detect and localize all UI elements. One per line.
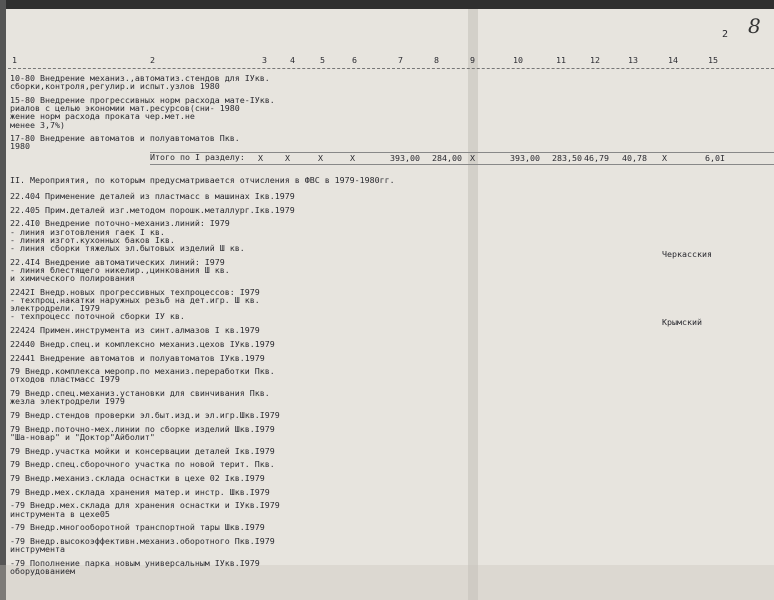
section2-row-text-line: 22440 Внедр.спец.и комплексно механиз.цехов IУкв.1979	[10, 338, 275, 349]
total-cell: 283,50	[552, 153, 582, 163]
section2-row-text-line: жезла электродрели I979	[10, 396, 125, 407]
column-number-8: 8	[434, 55, 439, 65]
total-label: Итого по I разделу:	[150, 152, 245, 162]
total-cell: X	[662, 153, 667, 163]
total-cell: 393,00	[390, 153, 420, 163]
section2-row-text-line: 79 Внедр.участка мойки и консервации деталей Iкв.I979	[10, 445, 275, 456]
total-cell: X	[318, 153, 323, 163]
section2-row-text-line: оборудованием	[10, 566, 75, 577]
section2-row-text-line: инструмента в цехе05	[10, 508, 110, 519]
section2-row-text-line: -79 Внедр.мех.склада для хранения оснастки и IУкв.I979	[10, 500, 280, 511]
section1-row-text-line: риалов с целью экономии мат.ресурсов(сни- 1980	[10, 103, 240, 114]
section2-row-text-line: 79 Внедр.комплекса меропр.по механиз.переработки Пкв.	[10, 366, 275, 377]
column-number-1: 1	[12, 55, 17, 65]
paper-bottom-shade	[0, 565, 774, 600]
section2-row-text-line: "Ша-новар" и "Доктор"Айболит"	[10, 431, 155, 442]
section2-row-text-line: 79 Внедр.спец.механиз.установки для свинчивания Пкв.	[10, 388, 270, 399]
total-cell: X	[258, 153, 263, 163]
handwritten-page-number: 8	[748, 14, 761, 38]
column-number-3: 3	[262, 55, 267, 65]
column-number-2: 2	[150, 55, 155, 65]
column-number-4: 4	[290, 55, 295, 65]
section2-row-text-line: 22.405 Прим.деталей изг.методом порошк.металлург.Iкв.1979	[10, 204, 295, 215]
section1-row-text-line: 10-80 Внедрение механиз.,автоматиз.стендов для IУкв.	[10, 73, 270, 83]
section1-row-text-line: жение норм расхода проката чер.мет.не	[10, 111, 195, 122]
section2-row-text-line: - линия изгот.кухонных баков Iкв.	[10, 234, 175, 245]
section2-row-text-line: 22.4I0 Внедрение поточно-механиз.линий: I979	[10, 218, 230, 229]
total-cell: X	[285, 153, 290, 163]
section2-row-text-line: электродрели. I979	[10, 303, 100, 314]
section2-row-text-line: 22424 Примен.инструмента из синт.алмазов I кв.1979	[10, 325, 260, 336]
column-number-13: 13	[628, 55, 638, 65]
section2-row-text-line: -79 Пополнение парка новым универсальным IУкв.I979	[10, 557, 260, 568]
column-number-5: 5	[320, 55, 325, 65]
column-number-6: 6	[352, 55, 357, 65]
section2-row-text-line: - техпроцесс поточной сборки IУ кв.	[10, 311, 185, 322]
total-cell: 6,0I	[705, 153, 725, 163]
section2-row-text-line: 22441 Внедрение автоматов и полуавтоматов IУкв.1979	[10, 352, 265, 363]
section2-row-text-line: -79 Внедр.высокоэффективн.механиз.оборотного Пкв.I979	[10, 536, 275, 546]
section2-row-text-line: 2242I Внедр.новых прогрессивных техпроцессов: I979	[10, 286, 260, 297]
header-rule	[8, 68, 774, 69]
section2-row-text-line: 79 Внедр.поточно-мех.линии по сборке изделий Шкв.I979	[10, 423, 275, 434]
section2-row-text-line: - линия блестящего никелир.,цинкования Ш кв.	[10, 264, 230, 275]
section2-row-text-line: инструмента	[10, 544, 65, 555]
total-cell: X	[470, 153, 475, 163]
column-number-11: 11	[556, 55, 566, 65]
scanner-edge	[0, 0, 774, 9]
section2-row-text-line: -79 Внедр.многооборотной транспортной тары Шкв.I979	[10, 522, 265, 533]
total-cell: X	[350, 153, 355, 163]
section2-row-text-line: 79 Внедр.спец.сборочного участка по новой терит. Пкв.	[10, 459, 275, 470]
section1-row-text-line: 15-80 Внедрение прогрессивных норм расхода мате-IУкв.	[10, 94, 275, 105]
column-number-10: 10	[513, 55, 523, 65]
section1-row-text-line: 17-80 Внедрение автоматов и полуавтоматов Пкв.	[10, 133, 240, 144]
section2-row-note: Черкасския	[662, 248, 712, 259]
section2-row-text-line: - линия изготовления гаек I кв.	[10, 226, 165, 237]
column-number-12: 12	[590, 55, 600, 65]
total-rule-bottom	[150, 164, 774, 165]
section1-row-text-line: сборки,контроля,регулир.и испыт.узлов 1980	[10, 81, 220, 92]
column-number-9: 9	[470, 55, 475, 65]
section2-title: II. Мероприятия, по которым предусматривается отчисления в ФВС в 1979-1980гг.	[10, 175, 395, 185]
section2-row-text-line: - линия сборки тяжелых эл.бытовых изделий Ш кв.	[10, 243, 245, 253]
section2-row-text-line: отходов пластмасс I979	[10, 374, 120, 385]
section1-row-text-line: менее 3,7%)	[10, 119, 65, 130]
section2-row-text-line: 22.404 Применение деталей из пластмасс в машинах Iкв.1979	[10, 191, 295, 201]
total-cell: 393,00	[510, 153, 540, 163]
total-cell: 46,79	[584, 153, 609, 163]
section2-row-text-line: 79 Внедр.мех.склада хранения матер.и инстр. Шкв.I979	[10, 486, 270, 497]
section2-row-note: Крымский	[662, 317, 702, 328]
page-number: 2	[722, 29, 729, 40]
column-number-7: 7	[398, 55, 403, 65]
section1-row-text-line: 1980	[10, 141, 30, 152]
binding-edge	[0, 0, 6, 600]
section2-row-text-line: 22.4I4 Внедрение автоматических линий: I979	[10, 256, 225, 267]
column-number-14: 14	[668, 55, 678, 65]
paper-fold	[468, 9, 478, 600]
total-cell: 284,00	[432, 153, 462, 163]
section2-row-text-line: - техпроц.накатки наружных резьб на дет.игр. Ш кв.	[10, 295, 260, 305]
total-cell: 40,78	[622, 153, 647, 163]
section2-row-text-line: и химического полирования	[10, 273, 135, 284]
section2-row-text-line: 79 Внедр.стендов проверки эл.быт.изд.и эл.игр.Шкв.I979	[10, 410, 280, 420]
section2-row-text-line: 79 Внедр.механиз.склада оснастки в цехе 02 Iкв.I979	[10, 473, 265, 483]
column-number-15: 15	[708, 55, 718, 65]
